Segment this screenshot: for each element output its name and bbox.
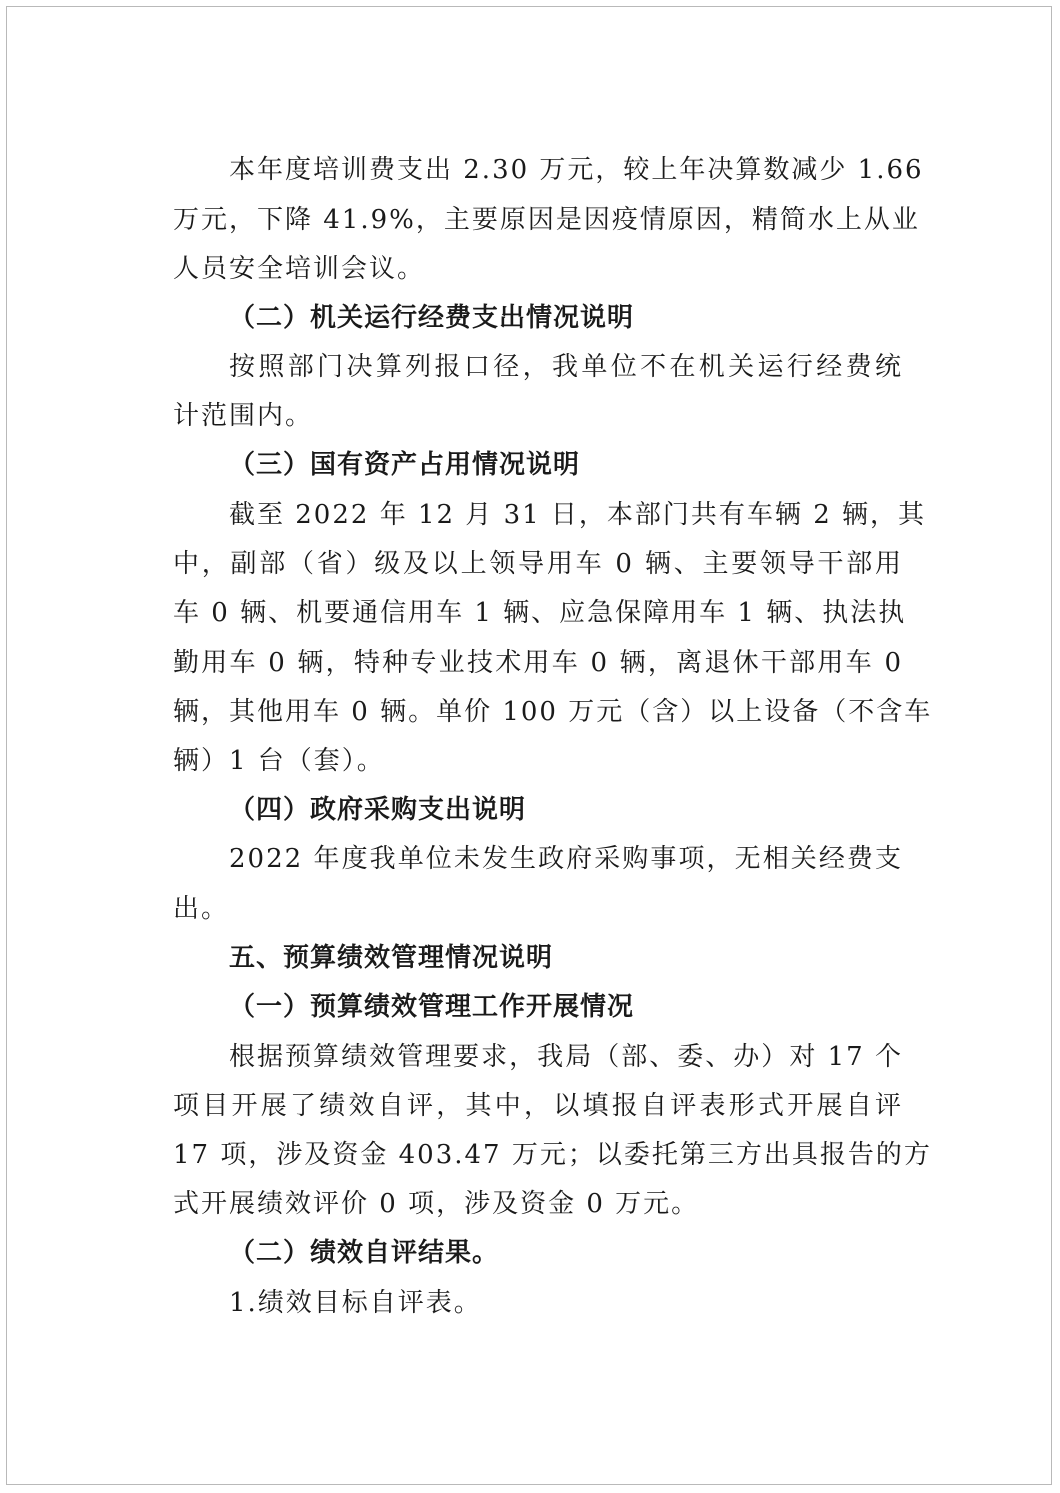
- heading-state-assets: （三）国有资产占用情况说明: [229, 450, 581, 480]
- heading-performance-work: （一）预算绩效管理工作开展情况: [229, 992, 635, 1022]
- heading-procurement: （四）政府采购支出说明: [229, 795, 527, 825]
- paragraph-training-fee-line-3: 人员安全培训会议。: [173, 254, 426, 284]
- paragraph-procurement-line-2: 出。: [173, 894, 230, 924]
- paragraph-performance-work-line-4: 式开展绩效评价 0 项，涉及资金 0 万元。: [173, 1189, 700, 1219]
- paragraph-state-assets-line-6: 辆）1 台（套）。: [173, 746, 385, 776]
- paragraph-state-assets-line-3: 车 0 辆、机要通信用车 1 辆、应急保障用车 1 辆、执法执: [173, 598, 907, 628]
- paragraph-org-operation-line-1: 按照部门决算列报口径，我单位不在机关运行经费统: [229, 352, 903, 382]
- paragraph-procurement-line-1: 2022 年度我单位未发生政府采购事项，无相关经费支: [229, 844, 903, 874]
- paragraph-training-fee-line-1: 本年度培训费支出 2.30 万元，较上年决算数减少 1.66: [229, 155, 924, 185]
- list-item-self-eval-table: 1.绩效目标自评表。: [229, 1288, 482, 1318]
- paragraph-state-assets-line-4: 勤用车 0 辆，特种专业技术用车 0 辆，离退休干部用车 0: [173, 648, 903, 678]
- heading-section-five: 五、预算绩效管理情况说明: [229, 943, 554, 973]
- paragraph-state-assets-line-1: 截至 2022 年 12 月 31 日，本部门共有车辆 2 辆，其: [229, 500, 926, 530]
- page: [6, 6, 1052, 1485]
- paragraph-performance-work-line-3: 17 项，涉及资金 403.47 万元；以委托第三方出具报告的方: [173, 1140, 932, 1170]
- paragraph-org-operation-line-2: 计范围内。: [173, 401, 314, 431]
- paragraph-training-fee-line-2: 万元，下降 41.9%，主要原因是因疫情原因，精简水上从业: [173, 205, 920, 235]
- heading-org-operation: （二）机关运行经费支出情况说明: [229, 303, 635, 333]
- paragraph-performance-work-line-2: 项目开展了绩效自评，其中，以填报自评表形式开展自评: [173, 1091, 903, 1121]
- paragraph-state-assets-line-2: 中，副部（省）级及以上领导用车 0 辆、主要领导干部用: [173, 549, 903, 579]
- paragraph-state-assets-line-5: 辆，其他用车 0 辆。单价 100 万元（含）以上设备（不含车: [173, 697, 933, 727]
- paragraph-performance-work-line-1: 根据预算绩效管理要求，我局（部、委、办）对 17 个: [229, 1042, 903, 1072]
- heading-self-eval: （二）绩效自评结果。: [229, 1238, 500, 1268]
